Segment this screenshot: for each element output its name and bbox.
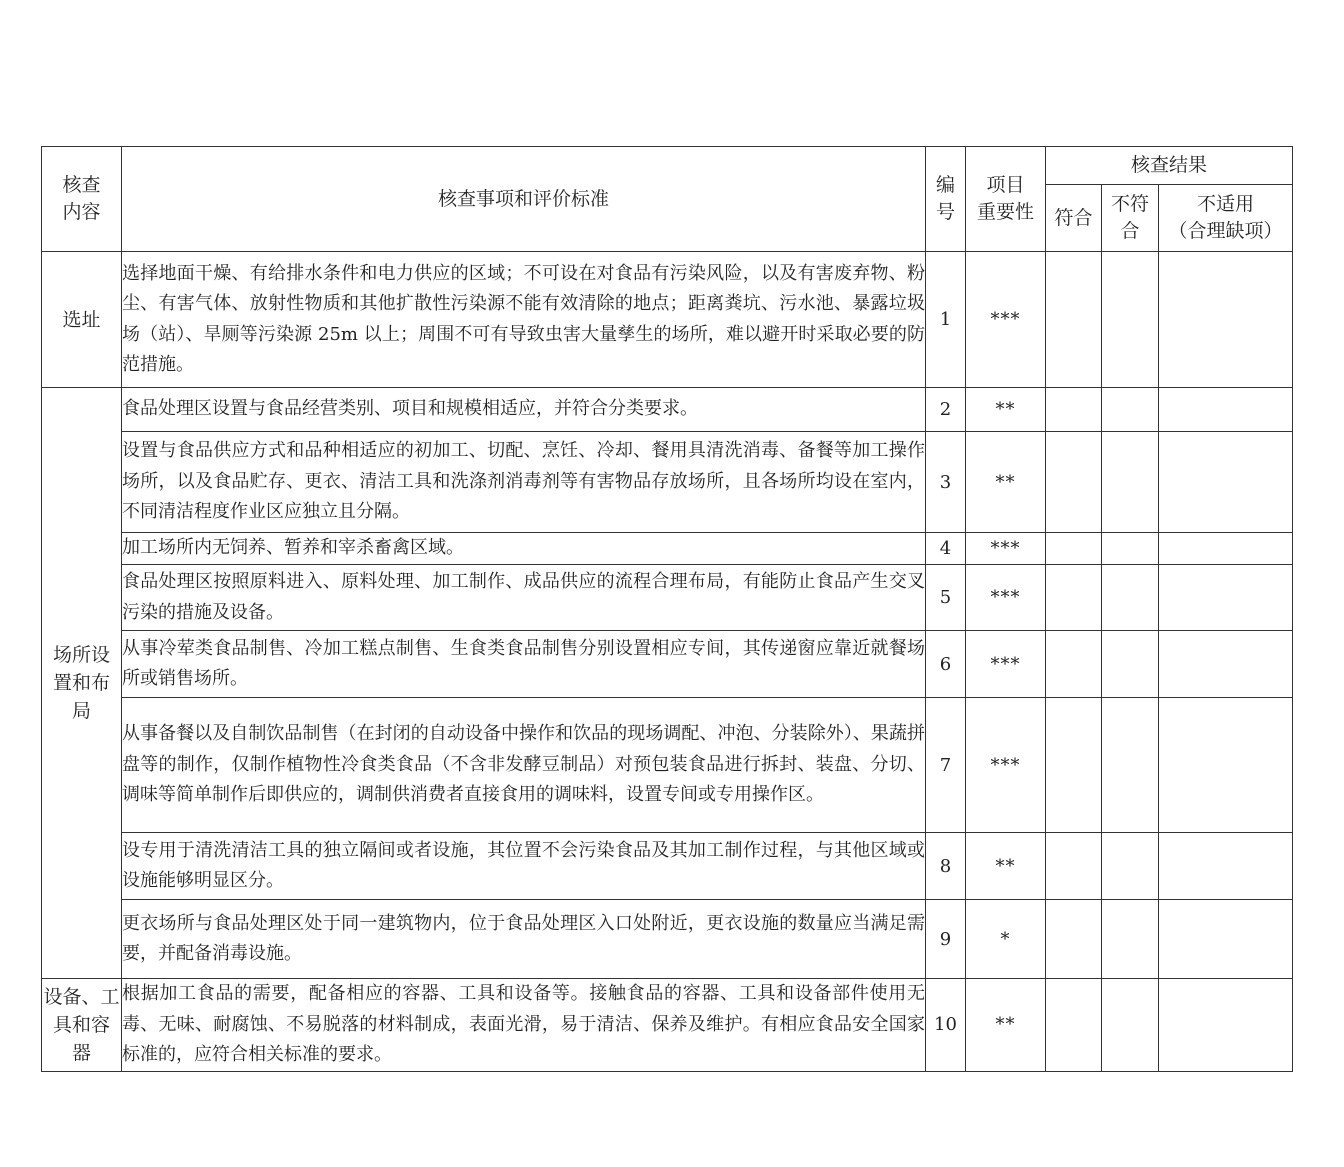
inspection-table bbox=[41, 146, 1293, 1072]
criteria-cell: 食品处理区按照原料进入、原料处理、加工制作、成品供应的流程合理布局，有能防止食品产生交叉污染的措施及设备。 bbox=[122, 565, 926, 631]
conform-check-cell bbox=[1046, 698, 1102, 833]
criteria-cell: 从事备餐以及自制饮品制售（在封闭的自动设备中操作和饮品的现场调配、冲泡、分装除外）、果蔬拼盘等的制作，仅制作植物性冷食类食品（不含非发酵豆制品）对预包装食品进行拆封、装盘、分切、调味等简单制作后即供应的，调制供消费者直接食用的调味料，设置专间或专用操作区。 bbox=[122, 698, 926, 833]
criteria-cell: 加工场所内无饲养、暂养和宰杀畜禽区域。 bbox=[122, 533, 926, 565]
not-applicable-check-cell bbox=[1159, 900, 1293, 979]
not-applicable-check-cell bbox=[1159, 631, 1293, 698]
criteria-cell: 更衣场所与食品处理区处于同一建筑物内，位于食品处理区入口处附近，更衣设施的数量应当满足需要，并配备消毒设施。 bbox=[122, 900, 926, 979]
criteria-cell: 设专用于清洗清洁工具的独立隔间或者设施，其位置不会污染食品及其加工制作过程，与其他区域或设施能够明显区分。 bbox=[122, 833, 926, 900]
header-criteria: 核查事项和评价标准 bbox=[122, 147, 926, 252]
header-number: 编 号 bbox=[926, 147, 966, 252]
table-row bbox=[42, 631, 1293, 698]
not-applicable-check-cell bbox=[1159, 388, 1293, 432]
table-row bbox=[42, 979, 1293, 1072]
nonconform-check-cell bbox=[1102, 388, 1159, 432]
criteria-cell: 设置与食品供应方式和品种相适应的初加工、切配、烹饪、冷却、餐用具清洗消毒、备餐等加工操作场所，以及食品贮存、更衣、清洁工具和洗涤剂消毒剂等有害物品存放场所，且各场所均设在室内，不同清洁程度作业区应独立且分隔。 bbox=[122, 432, 926, 533]
importance-cell: * bbox=[966, 900, 1046, 979]
header-importance: 项目 重要性 bbox=[966, 147, 1046, 252]
table-row bbox=[42, 565, 1293, 631]
criteria-cell: 根据加工食品的需要，配备相应的容器、工具和设备等。接触食品的容器、工具和设备部件使用无毒、无味、耐腐蚀、不易脱落的材料制成，表面光滑，易于清洁、保养及维护。有相应食品安全国家标准的，应符合相关标准的要求。 bbox=[122, 979, 926, 1072]
number-cell: 6 bbox=[926, 631, 966, 698]
not-applicable-check-cell bbox=[1159, 979, 1293, 1072]
nonconform-check-cell bbox=[1102, 979, 1159, 1072]
importance-cell: ** bbox=[966, 388, 1046, 432]
not-applicable-check-cell bbox=[1159, 533, 1293, 565]
importance-cell: *** bbox=[966, 565, 1046, 631]
conform-check-cell bbox=[1046, 631, 1102, 698]
conform-check-cell bbox=[1046, 388, 1102, 432]
number-cell: 4 bbox=[926, 533, 966, 565]
header-not-applicable: 不适用 （合理缺项） bbox=[1159, 185, 1293, 252]
table-row bbox=[42, 252, 1293, 388]
importance-cell: *** bbox=[966, 698, 1046, 833]
not-applicable-check-cell bbox=[1159, 252, 1293, 388]
conform-check-cell bbox=[1046, 533, 1102, 565]
criteria-cell: 选择地面干燥、有给排水条件和电力供应的区域；不可设在对食品有污染风险，以及有害废弃物、粉尘、有害气体、放射性物质和其他扩散性污染源不能有效清除的地点；距离粪坑、污水池、暴露垃圾场（站）、旱厕等污染源 25m 以上；周围不可有导致虫害大量孳生的场所，难以避开时采取必要的防范措施。 bbox=[122, 252, 926, 388]
not-applicable-check-cell bbox=[1159, 565, 1293, 631]
not-applicable-check-cell bbox=[1159, 432, 1293, 533]
nonconform-check-cell bbox=[1102, 252, 1159, 388]
importance-cell: ** bbox=[966, 833, 1046, 900]
table-row bbox=[42, 698, 1293, 833]
category-cell: 选址 bbox=[42, 252, 122, 388]
conform-check-cell bbox=[1046, 900, 1102, 979]
criteria-cell: 食品处理区设置与食品经营类别、项目和规模相适应，并符合分类要求。 bbox=[122, 388, 926, 432]
table-row bbox=[42, 900, 1293, 979]
importance-cell: ** bbox=[966, 979, 1046, 1072]
header-nonconform: 不符 合 bbox=[1102, 185, 1159, 252]
header-result: 核查结果 bbox=[1046, 147, 1293, 185]
importance-cell: *** bbox=[966, 533, 1046, 565]
importance-cell: ** bbox=[966, 432, 1046, 533]
not-applicable-check-cell bbox=[1159, 698, 1293, 833]
number-cell: 5 bbox=[926, 565, 966, 631]
nonconform-check-cell bbox=[1102, 900, 1159, 979]
conform-check-cell bbox=[1046, 565, 1102, 631]
table-row bbox=[42, 833, 1293, 900]
number-cell: 9 bbox=[926, 900, 966, 979]
nonconform-check-cell bbox=[1102, 533, 1159, 565]
conform-check-cell bbox=[1046, 979, 1102, 1072]
nonconform-check-cell bbox=[1102, 631, 1159, 698]
not-applicable-check-cell bbox=[1159, 833, 1293, 900]
header-content: 核查 内容 bbox=[42, 147, 122, 252]
number-cell: 10 bbox=[926, 979, 966, 1072]
category-cell: 设备、工 具和容 器 bbox=[42, 979, 122, 1072]
nonconform-check-cell bbox=[1102, 833, 1159, 900]
number-cell: 3 bbox=[926, 432, 966, 533]
criteria-cell: 从事冷荤类食品制售、冷加工糕点制售、生食类食品制售分别设置相应专间，其传递窗应靠近就餐场所或销售场所。 bbox=[122, 631, 926, 698]
number-cell: 1 bbox=[926, 252, 966, 388]
conform-check-cell bbox=[1046, 432, 1102, 533]
nonconform-check-cell bbox=[1102, 698, 1159, 833]
nonconform-check-cell bbox=[1102, 432, 1159, 533]
importance-cell: *** bbox=[966, 252, 1046, 388]
conform-check-cell bbox=[1046, 252, 1102, 388]
importance-cell: *** bbox=[966, 631, 1046, 698]
conform-check-cell bbox=[1046, 833, 1102, 900]
category-cell: 场所设 置和布 局 bbox=[42, 388, 122, 979]
number-cell: 2 bbox=[926, 388, 966, 432]
nonconform-check-cell bbox=[1102, 565, 1159, 631]
header-conform: 符合 bbox=[1046, 185, 1102, 252]
number-cell: 8 bbox=[926, 833, 966, 900]
number-cell: 7 bbox=[926, 698, 966, 833]
table-row bbox=[42, 533, 1293, 565]
table-row bbox=[42, 388, 1293, 432]
table-row bbox=[42, 432, 1293, 533]
